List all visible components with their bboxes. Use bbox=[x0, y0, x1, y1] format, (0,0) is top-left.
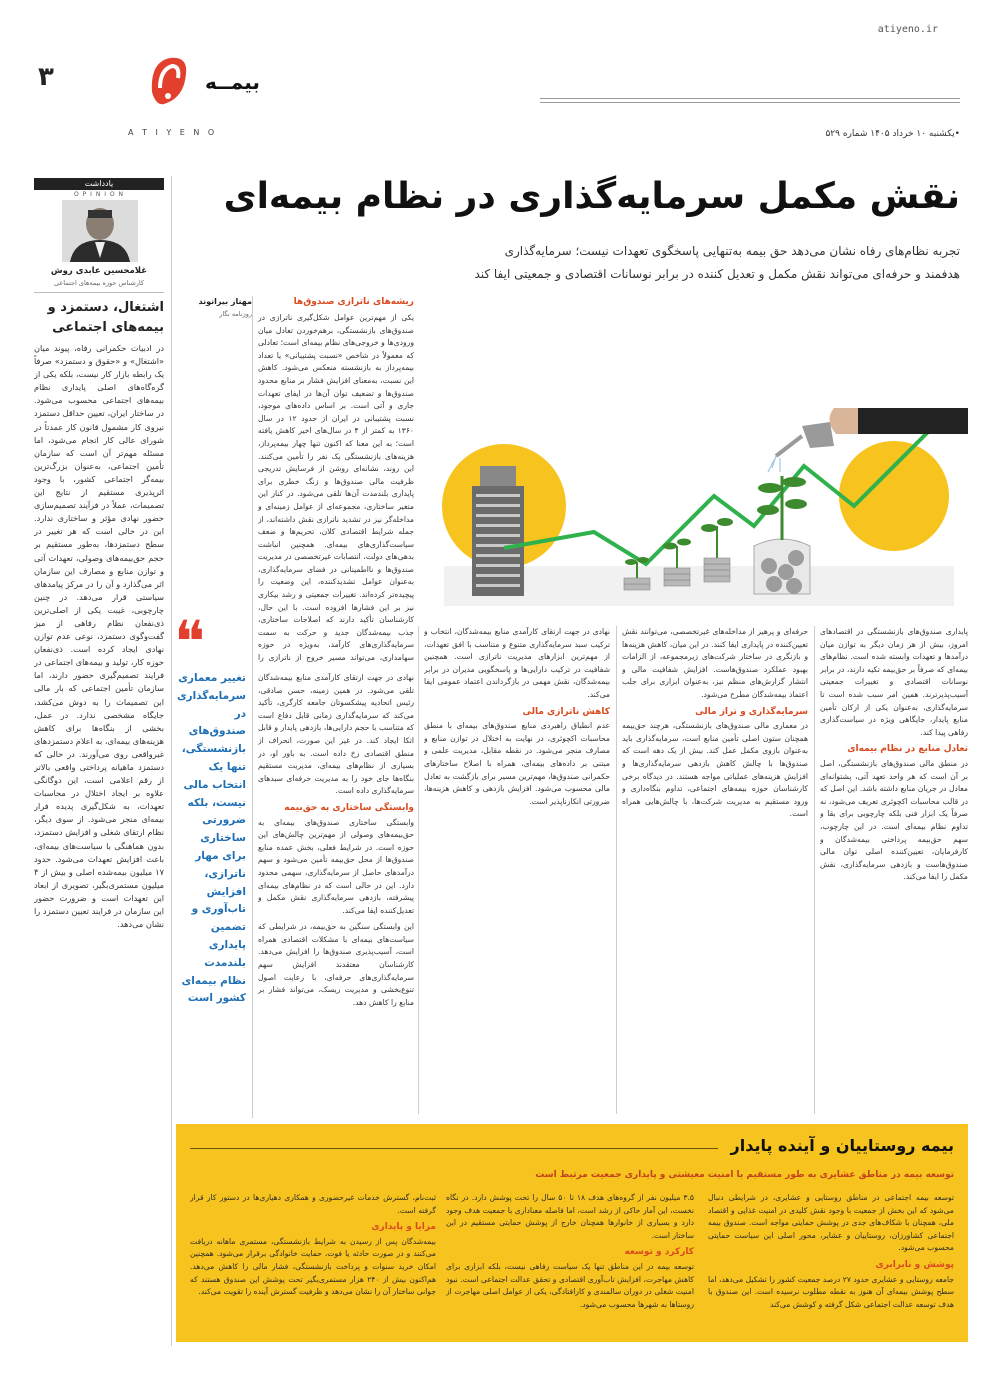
c5-text: پایداری صندوق‌های بازنشستگی در اقتصادهای امروز، بیش از هر زمان دیگر به توازن میان درآمدها و تعهدات وابسته شده است. نظام‌های بیمه‌ای که صرفاً بر حق‌بیمه تکیه دارند، در برابر نوسانات اقتصادی و تغییرات جمعیتی آسیب‌پذیرترند. همین امر سبب شده است تا سرمایه‌گذاری، به‌عنوان یکی از ارکان تأمین منابع پایدار، جایگاهی ویژه در سیاست‌گذاری رفاهی پیدا کند. bbox=[820, 627, 968, 737]
box-col-3 bbox=[190, 1192, 436, 1334]
opinion-text: در ادبیات حکمرانی رفاه، پیوند میان «اشتغال» و «حقوق و دستمزد» صرفاً یک رابطه بازار کار نیست، بلکه یکی از گره‌گاه‌های اصلی پایداری نظام بیمه‌های اجتماعی محسوب می‌شود. در ساختار ایران، تعیین حداقل دستمزد نیروی کار مشمول قانون کار عمدتاً در شورای عالی کار انجام می‌شود، اما مسئله مهم‌تر آن است که سازمان تأمین اجتماعی، به‌عنوان بزرگ‌ترین بیمه‌گر اجتماعی کشور، با وجود اثرپذیری مستقیم از نتایج این تصمیمات، عملاً در فرآیند تصمیم‌سازی حضور نهادی مؤثر و ساختاری ندارد. این در حالی است که هر تغییر در سطح دستمزدها، به‌طور مستقیم بر حجم حق‌بیمه‌های وصولی، تعهدات آتی و توازن منابع و مصارف این سازمان اثر می‌گذارد و آن را در مرکز پیامدهای سیاستی قرار می‌دهد. در چنین چارچوبی، غیبت یکی از اصلی‌ترین ذی‌نفعان نظام رفاهی از میز گفت‌وگوی دستمزد، نوعی عدم توازن نهادی ایجاد کرده است. ذی‌نفعان حوزه کار، تولید و بیمه‌های اجتماعی در فرایند تصمیم‌گیری حضور دارند، اما سازمان تأمین اجتماعی که بار مالی این تصمیمات را به دوش می‌کشد، جایگاه مشخصی ندارد. در عمل، بخشی از بنگاه‌ها برای کاهش هزینه‌های بیمه‌ای، به اعلام دستمزدهای غیرواقعی روی می‌آورند. در حالی که دستمزد ماهیانه پرداختی واقعی بالاتر از رقم اعلامی است، این دوگانگی علاوه بر ایجاد اختلال در محاسبات تعهدات، به شکل‌گیری پدیده فرار بیمه‌ای منجر می‌شود. از سوی دیگر، نظام ارتقای شغلی و افزایش دستمزد، بدون هماهنگی با سیاست‌های بیمه‌ای، باعث افزایش تعهدات می‌شود. حدود ۱۷ میلیون بیمه‌شده اصلی و بیش از ۴ میلیون مستمری‌بگیر، تصویری از ابعاد این تعهدات است و ضرورت حضور این سازمان در فرایند تعیین دستمزد را نشان می‌دهد. bbox=[34, 343, 164, 930]
c2-lead: نهادی در جهت ارتقای کارآمدی منابع بیمه‌شدگان تلقی می‌شود. در همین زمینه، حسن صادقی، رئیس اتحادیه پیشکسوتان جامعه کارگری، تأکید می‌کند که سرمایه‌گذاری زمانی قابل دفاع است که متناسب با حجم دارایی‌ها، بازدهی پایدار و قابل اتکا ایجاد کند. در غیر این صورت، انحراف از منطق اقتصادی رخ داده است. به باور او، در بسیاری از نظام‌های بیمه‌ای، مدیریت مستقیم بنگاه‌ها جای خود را به مدیریت حرفه‌ای سبدهای سرمایه‌گذاری داده است. bbox=[258, 673, 414, 796]
c4-col bbox=[622, 626, 808, 1114]
box-c1-heading: پوشش و نابرابری bbox=[875, 1259, 954, 1270]
c2-text1: وابستگی ساختاری صندوق‌های بیمه‌ای به حق‌بیمه‌های وصولی از مهم‌ترین چالش‌های این حوزه است. در شرایط فعلی، بخش عمده منابع صندوق‌ها از محل حق‌بیمه تأمین می‌شود و سهم درآمدهای حاصل از سرمایه‌گذاری، سهمی محدود دارد. این در حالی است که در نظام‌های بیمه‌ای پیشرفته، بازدهی سرمایه‌گذاری نقش مکمل و تعدیل‌کننده ایفا می‌کند. bbox=[258, 817, 414, 915]
rural-insurance-box bbox=[176, 1124, 968, 1342]
main-lead: تجربه نظام‌های رفاه نشان می‌دهد حق بیمه به‌تنهایی پاسخگوی تعهدات نیست؛ سرمایه‌گذاری هدفمند و حرفه‌ای می‌تواند نقش مکمل و تعدیل کننده در برابر نوسانات اقتصادی و جمعیتی ایفا کند bbox=[474, 244, 960, 281]
col-divider-4 bbox=[814, 626, 815, 1114]
investment-growth-image bbox=[424, 296, 968, 616]
author-photo bbox=[62, 200, 138, 262]
article-author: مهناز بیرانوند bbox=[198, 297, 252, 306]
date-issue: •یکشنبه ۱۰ خرداد ۱۴۰۵ شماره ۵۲۹ bbox=[825, 129, 960, 139]
logo-latin: A T I Y E N O bbox=[128, 128, 218, 137]
box-c1-text2: جامعه روستایی و عشایری حدود ۲۷ درصد جمعیت کشور را تشکیل می‌دهد، اما سطح پوشش بیمه‌ای آن هنوز به نقطه مطلوب نرسیده است. این صندوق با هدف توسعه عدالت اجتماعی شکل گرفته و کوشش می‌کند bbox=[708, 1274, 954, 1309]
box-c3-text: ثبت‌نام، گسترش خدمات غیرحضوری و همکاری دهیاری‌ها در دستور کار قرار گرفته است. bbox=[190, 1193, 436, 1215]
sidebar-divider bbox=[171, 176, 172, 1346]
c2-col bbox=[258, 672, 414, 1114]
quote-mark: ❝ bbox=[174, 608, 206, 676]
c1-text: یکی از مهم‌ترین عوامل شکل‌گیری ناترازی در صندوق‌های بازنشستگی، برهم‌خوردن تعادل میان ورودی‌ها و خروجی‌های نظام بیمه‌ای است؛ تعادلی که معمولاً در شاخص «نسبت پشتیبانی» یا تعداد بیمه‌پرداز به بازنشسته منعکس می‌شود. کاهش این نسبت، به‌معنای افزایش فشار بر منابع محدود صندوق‌ها و تضعیف توان آن‌ها در ایفای تعهدات جاری و آتی است. بر اساس داده‌های موجود، نسبت پشتیبانی در ایران از حدود ۱۲ در سال ۱۳۶۰ به کمتر از ۴ در سال‌های اخیر کاهش یافته است؛ به این معنا که اکنون تنها چهار بیمه‌پرداز، هزینه‌های بازنشستگی یک نفر را تأمین می‌کنند. این روند، نشانه‌ای روشن از فرسایش تدریجی ظرفیت مالی صندوق‌ها و زنگ خطری برای پایداری بلندمدت آن‌ها تلقی می‌شود. در کنار این متغیر ساختاری، مجموعه‌ای از عوامل زمینه‌ای و مداخله‌گر نیز در تشدید ناترازی نقش داشته‌اند، از جمله شرایط اقتصادی کلان، تحریم‌ها و ضعف سیاست‌گذاری‌های بیمه‌ای. همچنین انباشت بدهی‌های دولت، انتصابات غیرتخصصی در مدیریت صندوق‌ها و نااطمینانی در فضای سرمایه‌گذاری، به‌عنوان عوامل تشدیدکننده، این وضعیت را پیچیده‌تر کرده‌اند. تغییرات جمعیتی و رشد بیکاری نیز بر این فشارها افزوده است. با این حال، کارشناسان تأکید دارند که اصلاحات ساختاری، جذب بیمه‌شدگان جدید و حرکت به سمت سرمایه‌گذاری‌های کارآمد، به‌ویژه در حوزه سهامداری، می‌تواند مسیر خروج از ناترازی را bbox=[258, 313, 414, 663]
c4-heading: سرمایه‌گذاری و تراز مالی bbox=[695, 706, 808, 717]
opinion-rule bbox=[34, 292, 164, 293]
c3-text: عدم انطباق راهبردی منابع صندوق‌های بیمه‌ای با منطق محاسبات اکچوئری، در نهایت به اختلال در توازن منابع و مصارف منجر می‌شود. در نقطه مقابل، مدیریت علمی و مبتنی بر داده‌های بیمه‌ای، همراه با اصلاح ساختارهای حکمرانی صندوق‌ها، مهم‌ترین مسیر برای بازگشت به تعادل مالی محسوب می‌شود. افزایش بازدهی و کاهش هزینه‌ها، ضرورتی انکارناپذیر است. bbox=[424, 721, 610, 806]
box-c2-heading: کارکرد و توسعه bbox=[624, 1247, 694, 1258]
c4-text: حرفه‌ای و پرهیز از مداخله‌های غیرتخصصی، می‌توانند نقش تعیین‌کننده در پایداری ایفا کنند. در این میان، کاهش هزینه‌ها و بازنگری در ساختار شرکت‌های زیرمجموعه، از الزامات بهبود عملکرد صندوق‌هاست. افزایش شفافیت مالی و انتشار گزارش‌های منظم نیز، به‌عنوان ابزاری برای جلب اعتماد بیمه‌شدگان مطرح می‌شود. bbox=[622, 627, 808, 699]
box-title: بیمه روستاییان و آینده پایدار bbox=[730, 1136, 954, 1155]
box-subtitle: توسعه بیمه در مناطق عشایری به طور مستقیم با امنیت معیشتی و پایداری جمعیت مرتبط است bbox=[535, 1170, 954, 1180]
person-icon bbox=[62, 200, 138, 262]
opinion-label-latin: O P I N I O N bbox=[73, 191, 125, 198]
col-divider-3 bbox=[616, 626, 617, 1114]
box-c2-text: ۳.۵ میلیون نفر از گروه‌های هدف ۱۸ تا ۵۰ سال را تحت پوشش دارد. در نگاه نخست، این آمار حاکی از رشد است، اما فاصله معناداری با جمعیت هدف وجود دارد و بسیاری از خانوارها همچنان خارج از پوشش حمایتی مستقیم در این ساختار است. bbox=[446, 1193, 694, 1240]
c2-heading: وابستگی ساختاری به حق‌بیمه bbox=[284, 802, 414, 813]
header-rule bbox=[540, 98, 960, 99]
logo[interactable] bbox=[146, 52, 192, 114]
site-url[interactable]: atiyeno.ir bbox=[877, 24, 938, 35]
col-divider-2 bbox=[418, 626, 419, 1114]
quote-divider bbox=[252, 296, 253, 1118]
box-c3-text2: بیمه‌شدگان پس از رسیدن به شرایط بازنشستگی، مستمری ماهانه دریافت می‌کنند و در صورت حادثه یا فوت، حمایت خانوادگی برقرار می‌شود. همچنین امکان خرید سنوات و پرداخت بازنشستگی، فشار مالی را کاهش می‌دهد. هم‌اکنون بیش از ۲۴۰ هزار مستمری‌بگیر تحت پوشش این صندوق هستند که جوانی ساختار آن را نشان می‌دهد و ظرفیت گسترش آینده را تقویت می‌کند. bbox=[190, 1236, 436, 1297]
box-c2-text2: توسعه بیمه در این مناطق تنها یک سیاست رفاهی نیست، بلکه ابزاری برای کاهش مهاجرت، افزایش تاب‌آوری اقتصادی و تحقق عدالت اجتماعی است. نبود امنیت شغلی در دوران سالمندی و کارافتادگی، یکی از عوامل اصلی مهاجرت از روستاها به شهرها محسوب می‌شود. bbox=[446, 1261, 694, 1309]
pull-quote: تغییر معماری سرمایه‌گذاری در صندوق‌های بازنشستگی، تنها یک انتخاب مالی نیست، بلکه ضرورتی ساختاری برای مهار ناترازی، افزایش تاب‌آوری و تضمین پایداری بلندمدت نظام بیمه‌ای کشور است bbox=[176, 672, 246, 1005]
c5-col bbox=[820, 626, 968, 1114]
main-title: نقش مکمل سرمایه‌گذاری در نظام بیمه‌ای bbox=[223, 176, 960, 217]
c5-heading: تعادل منابع در نظام بیمه‌ای bbox=[847, 744, 968, 755]
c5-text2: در منطق مالی صندوق‌های بازنشستگی، اصل بر آن است که هر واحد تعهد آتی، پشتوانه‌ای معادل در جریان منابع داشته باشد. این اصل که در قالب محاسبات اکچوئری تعریف می‌شود، نه صرفاً یک ابزار فنی بلکه چارچوبی برای بقا و تداوم نظام بیمه‌ای است. در این چارچوب، سهم حق‌بیمه پرداختی بیمه‌شدگان و کارفرمایان، تعیین‌کننده اصلی توان مالی صندوق‌هاست و بازدهی سرمایه‌گذاری، نقش مکمل را ایفا می‌کند. bbox=[820, 758, 968, 882]
box-title-rule bbox=[190, 1148, 718, 1149]
opinion-title: اشتغال، دستمزد و بیمه‌های اجتماعی bbox=[47, 300, 164, 335]
c1-heading: ریشه‌های ناترازی صندوق‌ها bbox=[293, 297, 414, 307]
section-title: بیمــه bbox=[205, 70, 260, 94]
article-author-role: روزنامه نگار bbox=[219, 310, 252, 318]
growth-illustration bbox=[424, 296, 968, 616]
opinion-label: یادداشت bbox=[34, 178, 164, 190]
box-c1-text: توسعه بیمه اجتماعی در مناطق روستایی و عشایری، در شرایطی دنبال می‌شود که این بخش از جمعیت با وجود نقش کلیدی در امنیت غذایی و اقتصاد ملی، همچنان با شکاف‌های جدی در پوشش حمایتی مواجه است. صندوق بیمه اجتماعی کشاورزان، روستاییان و عشایر، محور اصلی این سیاست حمایتی محسوب می‌شود. bbox=[708, 1193, 954, 1253]
logo-mark bbox=[146, 52, 192, 114]
c2-text2: این وابستگی سنگین به حق‌بیمه، در شرایطی که سیاست‌های بیمه‌ای با مشکلات اقتصادی همراه است، آسیب‌پذیری صندوق‌ها را افزایش می‌دهد. کارشناسان معتقدند افزایش سهم سرمایه‌گذاری‌های حرفه‌ای، با رعایت اصول تنوع‌بخشی و مدیریت ریسک، می‌تواند فشار بر منابع را کاهش دهد. bbox=[258, 922, 414, 1007]
c3-lead: نهادی در جهت ارتقای کارآمدی منابع بیمه‌شدگان، انتخاب و ترکیب سبد سرمایه‌گذاری متنوع و متناسب با افق تعهدات، از مهم‌ترین ابزارهای مدیریت ناترازی است. همچنین شفافیت در ترکیب دارایی‌ها و پاسخگویی مدیران در برابر بیمه‌شدگان، نقش مهمی در بازگرداندن اعتماد عمومی ایفا می‌کند. bbox=[424, 627, 610, 699]
c3-heading: کاهش ناترازی مالی bbox=[522, 706, 610, 717]
page-number: ٣ bbox=[38, 62, 54, 92]
c4-text2: در معماری مالی صندوق‌های بازنشستگی، هرچند حق‌بیمه همچنان ستون اصلی تأمین منابع است، سرمایه‌گذاری باید به‌عنوان بازوی مکمل عمل کند. بیش از یک دهه است که صندوق‌ها با چالش کاهش بازدهی سرمایه‌گذاری‌ها و افزایش هزینه‌های عملیاتی مواجه هستند. در دیدگاه برخی کارشناسان حوزه بیمه‌های اجتماعی، تداوم بنگاه‌داری و ورود مستقیم به مدیریت شرکت‌ها، با چالش‌هایی همراه است. bbox=[622, 721, 808, 819]
box-col-2 bbox=[446, 1192, 694, 1334]
c3-col bbox=[424, 626, 610, 1114]
opinion-author: غلامحسین عابدی روش bbox=[50, 266, 148, 276]
box-c3-heading: مزایا و پایداری bbox=[371, 1222, 436, 1233]
opinion-role: کارشناس حوزه بیمه‌های اجتماعی bbox=[54, 279, 144, 287]
header-rule-2 bbox=[540, 102, 960, 103]
box-col-1 bbox=[708, 1192, 954, 1334]
